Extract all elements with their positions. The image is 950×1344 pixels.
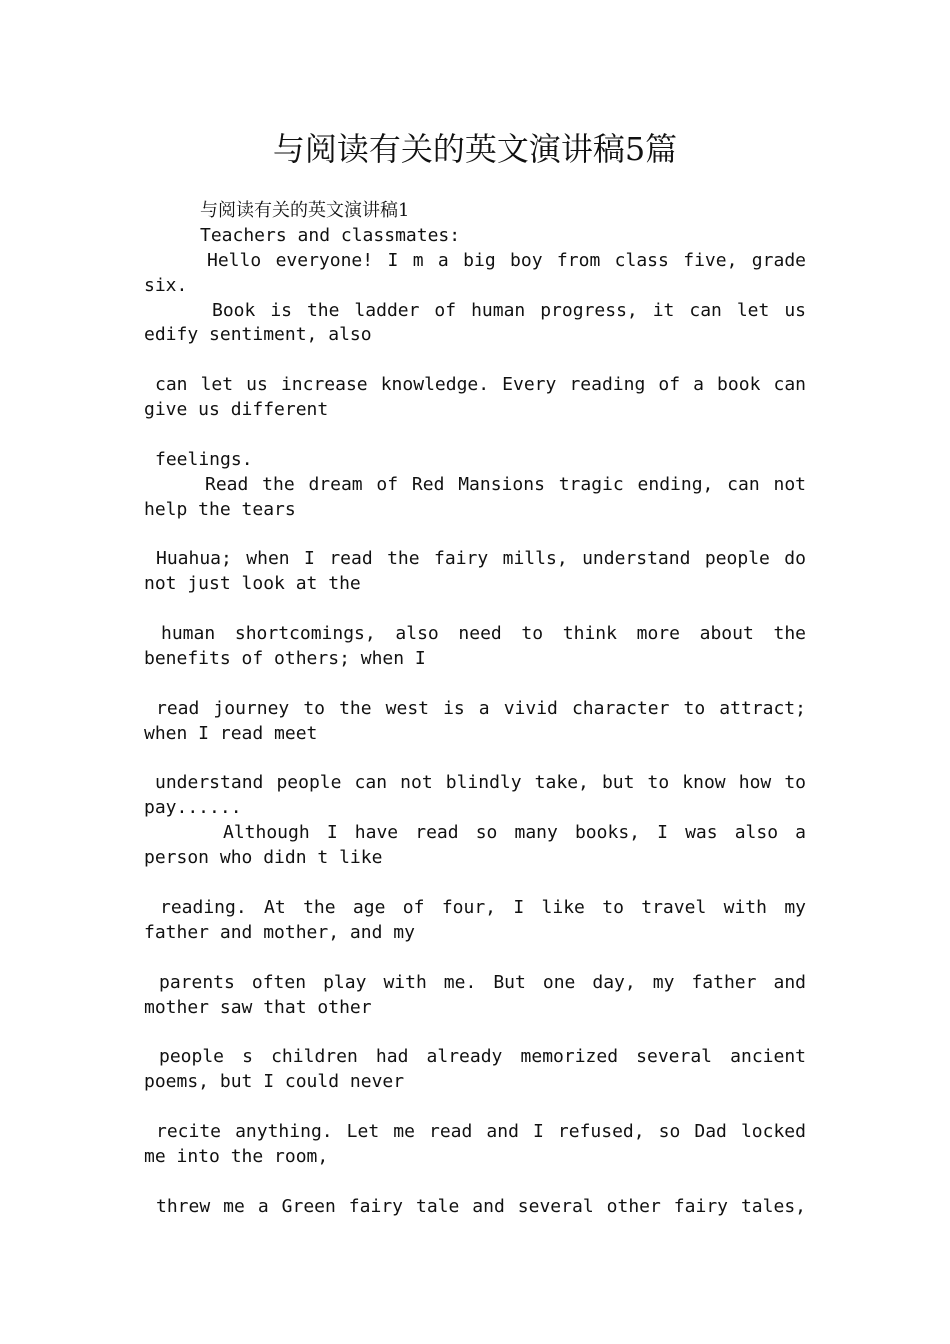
text-line: mother saw that other	[144, 996, 372, 1018]
text-line: Teachers and classmates:	[200, 224, 461, 246]
section-heading: 与阅读有关的英文演讲稿1	[200, 200, 410, 221]
paragraph-gap	[144, 523, 806, 548]
text-line: benefits of others; when I	[144, 648, 426, 670]
paragraph-gap	[144, 348, 806, 373]
text-line: when I read meet	[144, 722, 318, 744]
text-line: Hello everyone! I m a big boy from class five, grade	[207, 249, 806, 271]
text-line: feelings.	[155, 448, 253, 470]
text-line: human shortcomings, also need to think more about the	[161, 623, 806, 645]
text-line: can let us increase knowledge. Every reading of a book can	[155, 374, 806, 396]
text-line: recite anything. Let me read and I refused, so Dad locked	[156, 1120, 806, 1142]
text-line: father and mother, and my	[144, 921, 415, 943]
text-line: edify sentiment, also	[144, 324, 372, 346]
paragraph-gap	[144, 597, 806, 622]
paragraph-gap	[144, 946, 806, 971]
document-title: 与阅读有关的英文演讲稿5篇	[272, 130, 678, 168]
text-line: people s children had already memorized several ancient	[159, 1046, 806, 1068]
text-line: poems, but I could never	[144, 1071, 405, 1093]
text-line: understand people can not blindly take, but to know how to	[155, 772, 806, 794]
text-line: reading. At the age of four, I like to travel with my	[160, 896, 806, 918]
paragraph-gap	[144, 672, 806, 697]
paragraph-gap	[144, 1095, 806, 1120]
text-line: parents often play with me. But one day, my father and	[159, 971, 806, 993]
text-line: read journey to the west is a vivid character to attract;	[156, 697, 806, 719]
paragraph-gap	[144, 747, 806, 772]
text-line: help the tears	[144, 498, 296, 520]
paragraph-gap	[144, 423, 806, 448]
text-line: six.	[144, 274, 188, 296]
paragraph-gap	[144, 1170, 806, 1195]
text-line: Book is the ladder of human progress, it can let us	[212, 299, 806, 321]
text-line: Read the dream of Red Mansions tragic ending, can not	[205, 473, 806, 495]
document-body	[144, 199, 806, 1220]
text-line: give us different	[144, 399, 329, 421]
text-line: not just look at the	[144, 573, 361, 595]
text-line: pay......	[144, 797, 242, 819]
text-line: Although I have read so many books, I was also a	[223, 822, 806, 844]
text-line: threw me a Green fairy tale and several other fairy tales,	[156, 1195, 806, 1217]
paragraph-gap	[144, 1020, 806, 1045]
paragraph-gap	[144, 871, 806, 896]
text-line: person who didn t like	[144, 847, 383, 869]
text-line: Huahua; when I read the fairy mills, understand people do	[156, 548, 806, 570]
text-line: me into the room,	[144, 1145, 329, 1167]
